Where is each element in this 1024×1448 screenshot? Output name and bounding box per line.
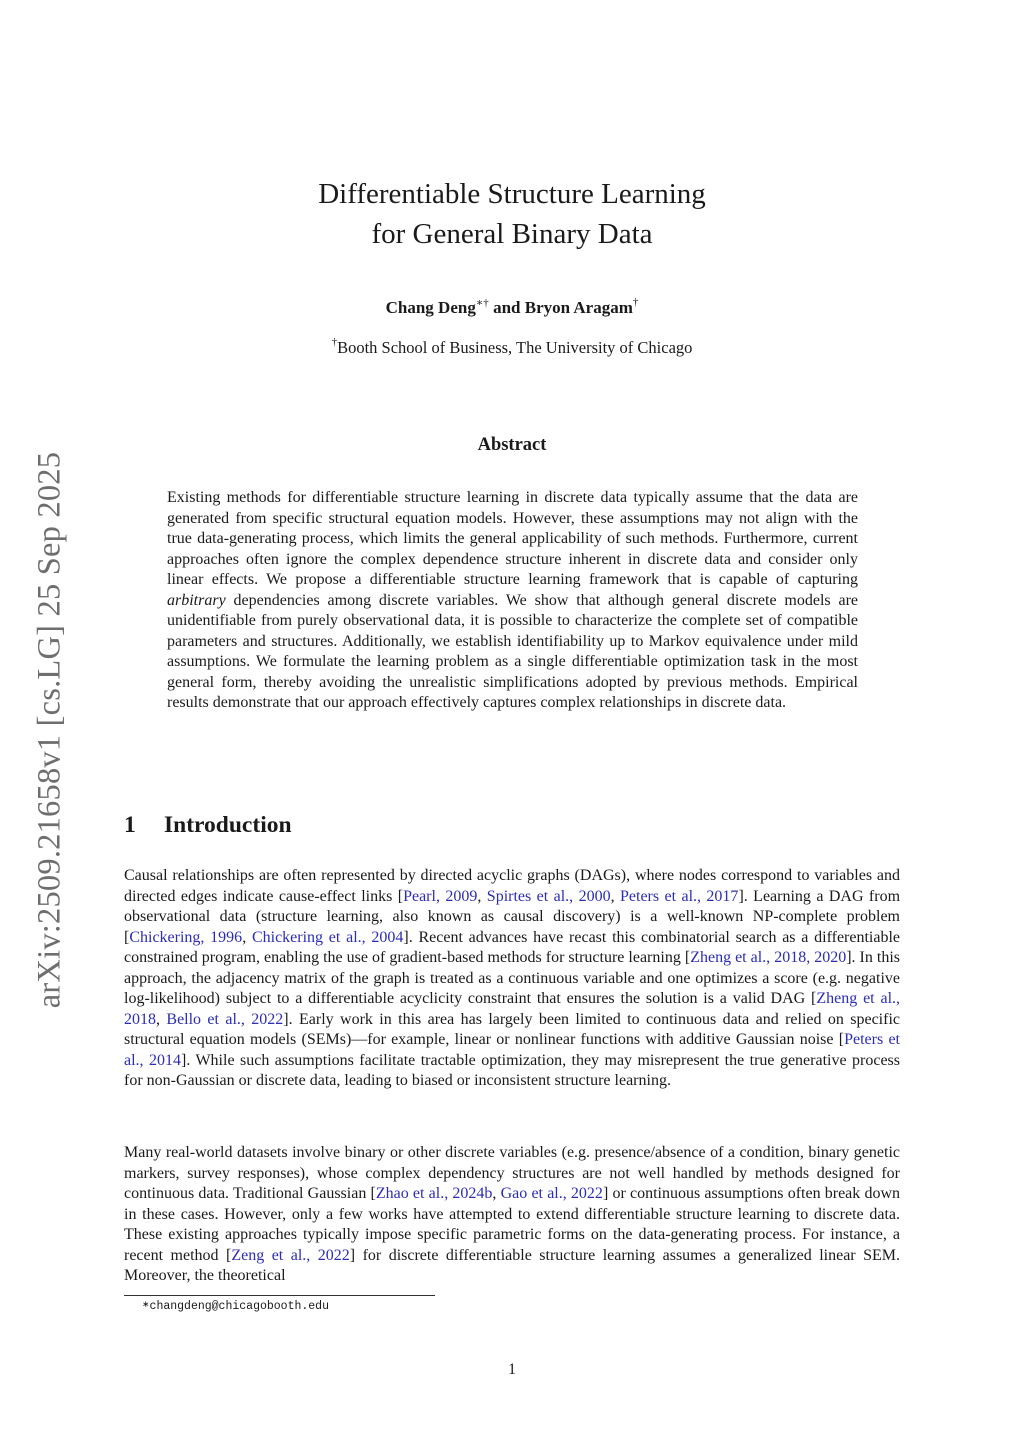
author-1-marks: ∗† bbox=[475, 297, 489, 309]
citation-link[interactable]: Spirtes et al., 2000 bbox=[486, 887, 611, 905]
text-run: ] for discrete differentiable structure learning assumes a generalized linear SEM. Moreover, the theoretical bbox=[124, 1246, 901, 1284]
paper-title bbox=[0, 174, 1024, 254]
text-run: , bbox=[242, 928, 252, 946]
citation-link[interactable]: Pearl, 2009 bbox=[403, 887, 478, 905]
abstract-italic: arbitrary bbox=[167, 591, 226, 609]
section-heading bbox=[124, 812, 292, 839]
footnote bbox=[142, 1300, 329, 1313]
text-run: ]. Early work in this area has largely been limited to continuous data and relied on specific structural equation models (SEMs)—for example, linear or nonlinear functions with additive Gaussian noise [ bbox=[124, 1010, 901, 1048]
citation-link[interactable]: Zheng et al., 2018 bbox=[124, 990, 901, 1028]
abstract-text-2: dependencies among discrete variables. We show that although general discrete models are unidentifiable from purely observational data, it is possible to characterize the complete set of compatible parameters and structures. Additionally, we establish identifiability up to Markov equivalence under mild assumptions. We formulate the learning problem as a single differentiable optimization task in the most general form, thereby avoiding the unrealistic simplifications adopted by previous methods. Empirical results demonstrate that our approach effectively captures complex relationships in discrete data. bbox=[167, 591, 858, 711]
footnote-mark: ∗ bbox=[142, 1299, 150, 1309]
text-run: , bbox=[156, 1010, 167, 1028]
author-list bbox=[0, 298, 1024, 318]
text-run: Many real-world datasets involve binary or other discrete variables (e.g. presence/absence of a condition, binary genetic markers, survey responses), whose complex dependency structures are not well handled by methods designed for continuous data. Traditional Gaussian [ bbox=[124, 1144, 900, 1202]
text-run: ]. Recent advances have recast this combinatorial search as a differentiable constrained program, enabling the use of gradient-based methods for structure learning [ bbox=[124, 928, 901, 966]
affiliation-mark: † bbox=[331, 336, 338, 348]
text-run: ]. Learning a DAG from observational data (structure learning, also known as causal discovery) is a well-known NP-complete problem [ bbox=[124, 887, 901, 946]
arxiv-stamp bbox=[20, 430, 80, 1030]
affiliation bbox=[0, 338, 1024, 358]
citation-link[interactable]: Zeng et al., 2022 bbox=[231, 1246, 350, 1264]
abstract-text-1: Existing methods for differentiable structure learning in discrete data typically assume that the data are generated from specific structural equation models. However, these assumptions may not align with the true data-generating process, which limits the general applicability of such methods. Furthermore, current approaches often ignore the complex dependence structure inherent in discrete data and consider only linear effects. We propose a differentiable structure learning framework that is capable of capturing bbox=[167, 489, 858, 588]
affiliation-text: Booth School of Business, The University of Chicago bbox=[337, 338, 693, 357]
footnote-email[interactable]: changdeng@chicagobooth.edu bbox=[149, 1300, 329, 1313]
citation-link[interactable]: Zheng et al., 2018, 2020 bbox=[690, 949, 847, 966]
text-run: , bbox=[477, 887, 487, 905]
section-title: Introduction bbox=[164, 812, 292, 838]
text-run: , bbox=[492, 1185, 501, 1202]
section-number: 1 bbox=[124, 812, 136, 838]
arxiv-id: arXiv:2509.21658v1 [cs.LG] 25 Sep 2025 bbox=[31, 451, 68, 1009]
citation-link[interactable]: Peters et al., 2014 bbox=[124, 1031, 900, 1069]
author-1: Chang Deng bbox=[385, 298, 476, 317]
abstract-body bbox=[167, 488, 858, 714]
text-run: ] or continuous assumptions often break down in these cases. However, only a few works have attempted to extend differentiable structure learning to discrete data. These existing approaches typically impose specific parametric forms on the data-generating process. For instance, a recent method [ bbox=[124, 1185, 901, 1264]
text-run: ]. In this approach, the adjacency matrix of the graph is treated as a continuous variable and one optimizes a score (e.g. negative log-likelihood) subject to a differentiable acyclicity constraint that ensures the solution is a valid DAG [ bbox=[124, 949, 901, 1007]
citation-link[interactable]: Chickering, 1996 bbox=[129, 928, 243, 946]
author-2-marks: † bbox=[632, 296, 639, 308]
citation-link[interactable]: Chickering et al., 2004 bbox=[251, 928, 404, 946]
page-number: 1 bbox=[508, 1361, 516, 1378]
text-run: ]. While such assumptions facilitate tractable optimization, they may misrepresent the true generative process for non-Gaussian or discrete data, leading to biased or inconsistent structure learning. bbox=[124, 1051, 901, 1089]
abstract-heading: Abstract bbox=[477, 435, 547, 455]
title-line-1: Differentiable Structure Learning bbox=[318, 178, 706, 210]
citation-link[interactable]: Bello et al., 2022 bbox=[166, 1010, 284, 1028]
text-run: , bbox=[610, 887, 620, 905]
intro-paragraph-1 bbox=[124, 866, 900, 1092]
text-run: Causal relationships are often represented by directed acyclic graphs (DAGs), where nodes correspond to variables and directed edges indicate cause-effect links [ bbox=[124, 867, 900, 905]
intro-paragraph-2 bbox=[124, 1143, 900, 1287]
citation-link[interactable]: Zhao et al., 2024b bbox=[375, 1185, 493, 1202]
author-conjunction: and bbox=[488, 298, 525, 317]
author-2: Bryon Aragam bbox=[524, 298, 633, 317]
citation-link[interactable]: Peters et al., 2017 bbox=[620, 887, 739, 905]
title-line-2: for General Binary Data bbox=[371, 218, 653, 250]
citation-link[interactable]: Gao et al., 2022 bbox=[500, 1185, 603, 1202]
footnote-rule bbox=[124, 1295, 435, 1296]
